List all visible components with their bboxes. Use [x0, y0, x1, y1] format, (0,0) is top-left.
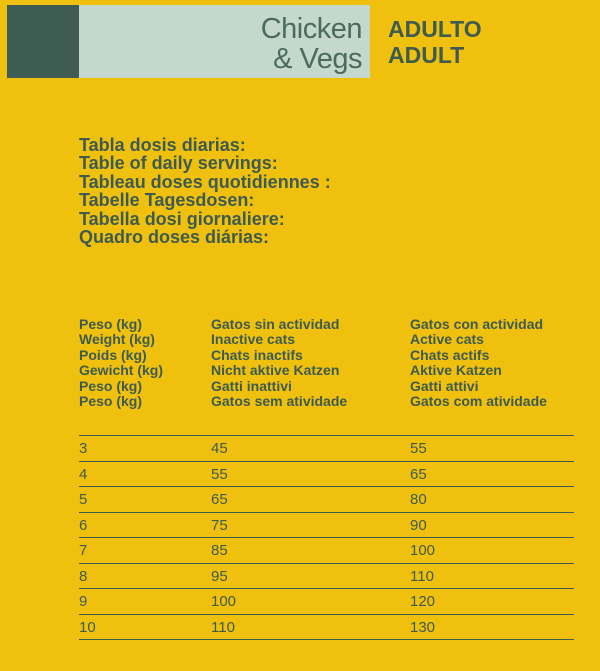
column-header-label: Gatti inattivi	[211, 377, 292, 394]
weight-cell: 4	[79, 465, 88, 483]
active-grams-cell: 130	[410, 618, 436, 636]
column-header-label: Peso (kg)	[79, 377, 143, 394]
column-header-label: Aktive Katzen	[410, 362, 502, 379]
column-header-label: Peso (kg)	[79, 393, 143, 410]
weight-cell: 8	[79, 567, 88, 585]
table-title: Tabla dosis diarias:	[79, 135, 246, 155]
product-name-line1: Chicken	[260, 13, 362, 45]
header-dark-block	[7, 5, 79, 78]
inactive-grams-cell: 110	[211, 618, 235, 636]
weight-cell: 5	[79, 491, 88, 508]
active-grams-cell: 120	[410, 593, 436, 610]
column-header-label: Peso (kg)	[79, 316, 143, 332]
table-row	[79, 563, 574, 589]
inactive-grams-cell: 75	[211, 516, 228, 534]
variant-label	[388, 16, 482, 68]
variant-line2: ADULT	[388, 42, 465, 68]
table-row	[79, 435, 574, 461]
product-name-line2: & Vegs	[273, 43, 362, 75]
variant-line1: ADULTO	[388, 16, 482, 42]
inactive-grams-cell: 95	[211, 567, 228, 585]
column-header-label: Gatos sem atividade	[211, 393, 348, 410]
column-header-label: Chats actifs	[410, 346, 490, 363]
weight-cell: 7	[79, 542, 88, 559]
column-header-label: Inactive cats	[211, 331, 296, 348]
table-row	[79, 588, 574, 614]
table-row	[79, 486, 574, 512]
column-header-label: Gatos com atividade	[410, 393, 547, 410]
product-name	[261, 14, 362, 74]
table-title: Tabella dosi giornaliere:	[79, 208, 285, 229]
weight-cell: 6	[79, 516, 88, 534]
table-title: Tableau doses quotidiennes :	[79, 171, 331, 192]
inactive-grams-cell: 55	[211, 465, 228, 483]
column-header-active	[410, 317, 547, 409]
inactive-grams-cell: 100	[211, 593, 237, 610]
table-bottom-rule	[79, 639, 574, 640]
column-header-label: Chats inactifs	[211, 346, 303, 363]
table-title: Table of daily servings:	[79, 153, 278, 174]
column-header-label: Gatti attivi	[410, 377, 479, 394]
column-header-label: Gatos con actividad	[410, 316, 544, 332]
table-title: Quadro doses diárias:	[79, 227, 270, 248]
table-row	[79, 537, 574, 563]
column-header-weight	[79, 317, 163, 409]
column-header-inactive	[211, 317, 347, 409]
column-header-label: Active cats	[410, 331, 484, 348]
active-grams-cell: 65	[410, 465, 427, 483]
inactive-grams-cell: 45	[211, 440, 228, 457]
active-grams-cell: 90	[410, 516, 427, 534]
weight-cell: 9	[79, 593, 88, 610]
active-grams-cell: 100	[410, 542, 436, 559]
table-row	[79, 614, 574, 640]
table-row	[79, 461, 574, 487]
active-grams-cell: 110	[410, 567, 434, 585]
active-grams-cell: 80	[410, 491, 427, 508]
column-header-label: Poids (kg)	[79, 346, 147, 363]
inactive-grams-cell: 85	[211, 542, 228, 559]
column-header-label: Gatos sin actividad	[211, 316, 340, 332]
table-row	[79, 512, 574, 538]
active-grams-cell: 55	[410, 440, 427, 457]
column-header-label: Gewicht (kg)	[79, 362, 164, 379]
table-title: Tabelle Tagesdosen:	[79, 190, 255, 211]
column-header-label: Weight (kg)	[79, 331, 155, 348]
weight-cell: 10	[79, 618, 96, 636]
header-product-panel	[79, 5, 370, 78]
servings-table	[79, 435, 574, 640]
weight-cell: 3	[79, 440, 88, 457]
table-title-block	[79, 136, 331, 246]
inactive-grams-cell: 65	[211, 491, 228, 508]
column-header-label: Nicht aktive Katzen	[211, 362, 340, 379]
